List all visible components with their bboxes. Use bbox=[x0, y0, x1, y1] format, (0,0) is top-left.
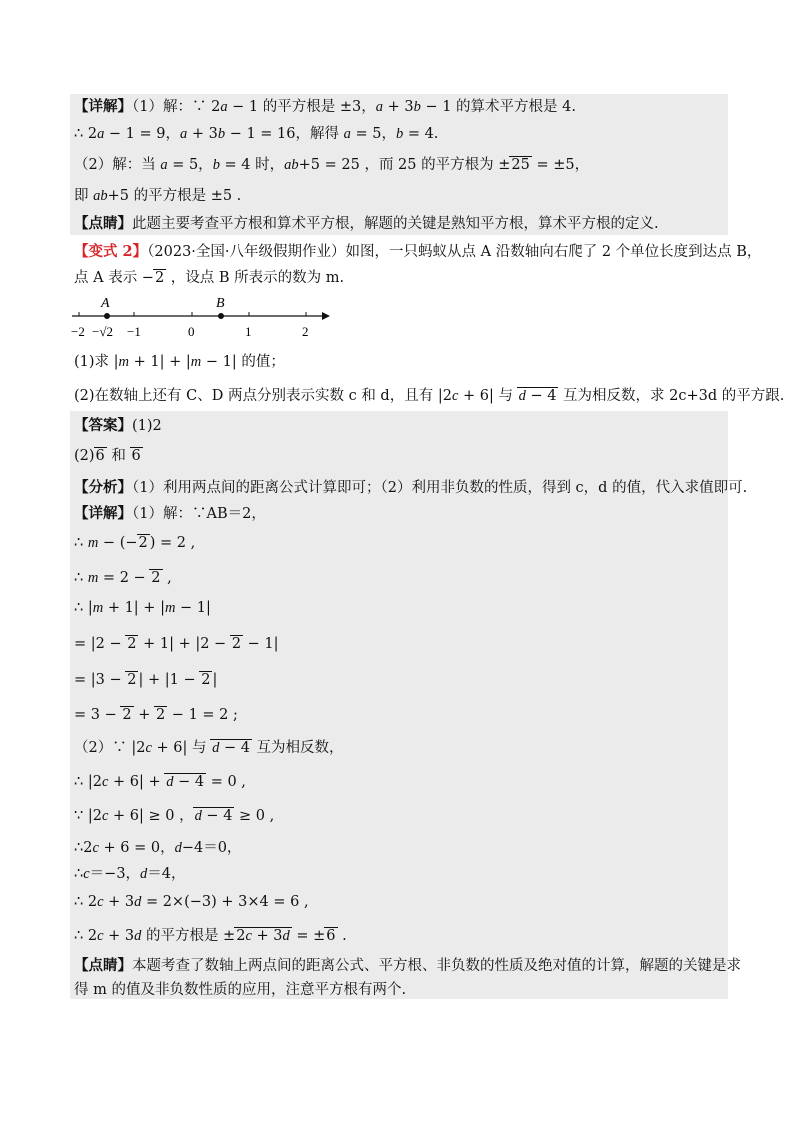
comment2-line-1: 【点睛】本题考查了数轴上两点间的距离公式、平方根、非负数的性质及绝对值的计算，解题的关键是求 bbox=[74, 957, 741, 974]
analysis-line: 【分析】（1）利用两点间的距离公式计算即可；（2）利用非负数的性质，得到 c，d 的值，代入求值即可. bbox=[74, 479, 748, 496]
tick-label-neg1: −1 bbox=[127, 324, 141, 339]
detail2-line-6: = |3 − 2 | + |1 − 2 | bbox=[74, 672, 218, 688]
detail2-line-4: ∴ |m + 1| + |m − 1| bbox=[74, 600, 211, 616]
point-b-label: B bbox=[216, 296, 225, 311]
point-b-dot bbox=[218, 313, 224, 319]
axis-arrow bbox=[322, 312, 330, 320]
detail2-line-13: ∴ 2c + 3d = 2×(−3) + 3×4 = 6 , bbox=[74, 894, 309, 910]
point-a-label: A bbox=[101, 296, 110, 311]
answer-line-2: (2)6 和 6 bbox=[74, 448, 141, 464]
detail-line-1: 【详解】（1）解：∵ 2a − 1 的平方根是 ±3，a + 3b − 1 的算术平方根是 4. bbox=[74, 98, 576, 115]
detail2-line-11: ∴2c + 6 = 0，d−4＝0， bbox=[74, 840, 242, 856]
tick-label-0: 0 bbox=[188, 324, 195, 339]
tick-label-neg2: −2 bbox=[71, 324, 85, 339]
comment-line-1: 【点睛】此题主要考查平方根和算术平方根，解题的关键是熟知平方根，算术平方根的定义. bbox=[74, 215, 659, 232]
answer-line-1: 【答案】(1)2 bbox=[74, 417, 162, 434]
tick-label-1: 1 bbox=[245, 324, 252, 339]
detail2-line-8: （2）∵ |2c + 6| 与 d − 4 互为相反数， bbox=[74, 740, 344, 756]
question-1: (1)求 |m + 1| + |m − 1| 的值； bbox=[74, 354, 285, 370]
variant-title-line: 【变式 2】（2023·全国·八年级假期作业）如图，一只蚂蚁从点 A 沿数轴向右爬了 2 个单位长度到达点 B， bbox=[74, 243, 762, 260]
detail2-line-5: = |2 − 2 + 1| + |2 − 2 − 1| bbox=[74, 636, 279, 652]
detail2-line-12: ∴c＝−3，d＝4， bbox=[74, 866, 186, 882]
comment2-line-2: 得 m 的值及非负数性质的应用，注意平方根有两个. bbox=[74, 982, 407, 998]
detail2-line-14: ∴ 2c + 3d 的平方根是 ±2c + 3d = ±6 . bbox=[74, 928, 347, 944]
question-2: (2)在数轴上还有 C、D 两点分别表示实数 c 和 d，且有 |2c + 6| 与 d − 4 互为相反数，求 2c+3d 的平方跟. bbox=[74, 388, 785, 404]
detail2-line-1: 【详解】（1）解：∵AB＝2， bbox=[74, 505, 266, 522]
detail-line-2: ∴ 2a − 1 = 9，a + 3b − 1 = 16，解得 a = 5，b = 4. bbox=[74, 126, 439, 142]
point-a-dot bbox=[104, 313, 110, 319]
detail2-line-10: ∵ |2c + 6| ≥ 0 ，d − 4 ≥ 0 , bbox=[74, 808, 275, 824]
detail-line-4: 即 ab+5 的平方根是 ±5 . bbox=[74, 188, 242, 204]
detail2-line-3: ∴ m = 2 − 2 , bbox=[74, 570, 172, 586]
tick-label-neg-sqrt2: −√2 bbox=[92, 324, 113, 339]
number-line-figure bbox=[70, 294, 330, 342]
detail2-line-7: = 3 − 2 + 2 − 1 = 2 ; bbox=[74, 707, 238, 723]
tick-label-2: 2 bbox=[302, 324, 309, 339]
detail2-line-9: ∴ |2c + 6| + d − 4 = 0 , bbox=[74, 774, 246, 790]
detail2-line-2: ∴ m − (−2 ) = 2 , bbox=[74, 535, 196, 551]
detail-line-3: （2）解：当 a = 5，b = 4 时，ab+5 = 25 ，而 25 的平方根为 ±25 = ±5， bbox=[74, 157, 590, 173]
variant-line-2: 点 A 表示 −2 ，设点 B 所表示的数为 m. bbox=[74, 270, 345, 286]
